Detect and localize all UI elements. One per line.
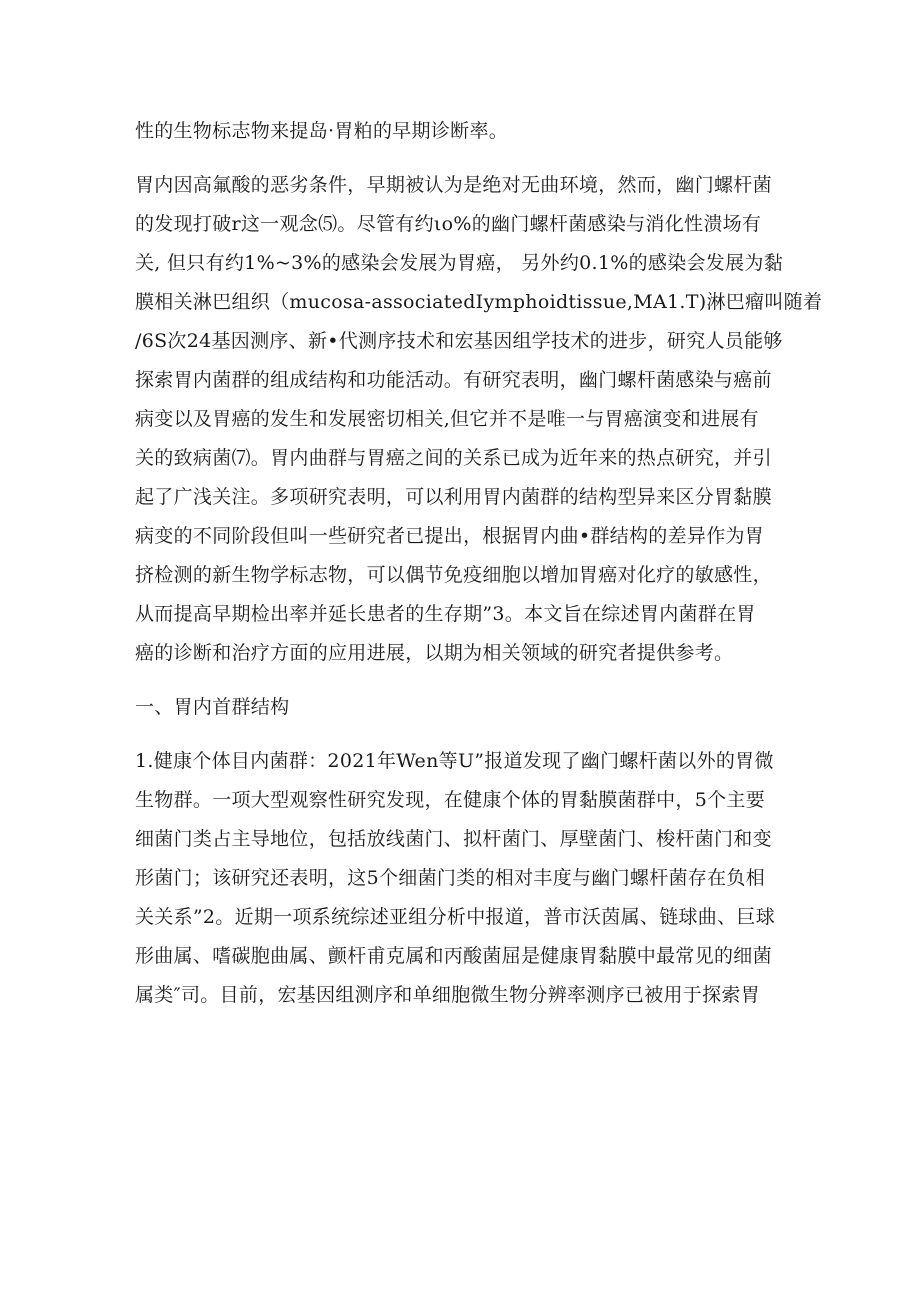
text-line: 探索胃内菌群的组成结构和功能活动。有研究表明，幽门螺杆菌感染与癌前	[135, 369, 772, 391]
document-body	[135, 112, 823, 1015]
text-line: 关的致病菌⑺。胃内曲群与胃癌之间的关系已成为近年来的热点研究，并引	[135, 447, 772, 469]
text-line: 细菌门类占主导地位，包括放线菌门、拟杆菌门、厚壁菌门、梭杆菌门和变	[135, 828, 772, 850]
paragraph-gap	[135, 151, 785, 166]
text-line: 关, 但只有约1%~3%的感染会发展为胃癌， 另外约0.1%的感染会发展为黏	[135, 252, 783, 274]
text-line: 属类″司。目前，宏基因组测序和单细胞微生物分辨率测序已被用于探索胃	[135, 984, 760, 1006]
text-line: 1.健康个体目内菌群：2021年Wen等U”报道发现了幽门螺杆菌以外的胃微	[135, 750, 774, 772]
paragraph-3	[135, 742, 785, 1015]
text-line: 的发现打破r这一观念⑸。尽管有约ιo%的幽门螺杆菌感染与消化性溃场有	[135, 213, 762, 235]
text-line: 关关系”2。近期一项系统综述亚组分析中报道，普市沃茵属、链球曲、巨球	[135, 906, 776, 928]
paragraph-gap	[135, 673, 785, 688]
text-line: 形曲属、嗜碳胞曲属、颤杆甫克属和丙酸菌屈是健康胃黏膜中最常见的细菌	[135, 945, 772, 967]
text-line: 病变的不同阶段但叫一些研究者已提出，根据胃内曲•群结构的差异作为胃	[135, 525, 765, 547]
text-line: 性的生物标志物来提岛·胃粕的早期诊断率。	[135, 120, 509, 142]
paragraph-1	[135, 112, 785, 151]
paragraph-2	[135, 166, 823, 673]
text-line: 癌的诊断和治疗方面的应用进展，以期为相关领域的研究者提供参考。	[135, 642, 734, 664]
paragraph-gap	[135, 727, 785, 742]
text-line: 一、胃内首群结构	[135, 696, 290, 718]
text-line: 病变以及胃癌的发生和发展密切相关,但它并不是唯一与胃癌演变和进展有	[135, 408, 759, 430]
text-line: 形菌门；该研究还表明，这5个细菌门类的相对丰度与幽门螺杆菌存在负相	[135, 867, 765, 889]
text-line: 从而提高早期检出率并延长患者的生存期”3。本文旨在综述胃内菌群在胃	[135, 603, 756, 625]
text-line: 生物群。一项大型观察性研究发现，在健康个体的胃黏膜菌群中，5个主要	[135, 789, 765, 811]
text-line: 起了广浅关注。多项研究表明，可以利用胃内菌群的结构型异来区分胃黏膜	[135, 486, 772, 508]
section-heading	[135, 688, 785, 727]
text-line: 膜相关淋巴组织（mucosa-associatedIymphoidtissue,MA1.T)淋巴瘤叫随着	[135, 291, 823, 313]
text-line: 挤检测的新生物学标志物，可以偶节免疫细胞以增加胃癌对化疗的敏感性，	[135, 564, 772, 586]
text-line: /6S次24基因测序、新•代测序技术和宏基因组学技术的进步，研究人员能够	[135, 330, 783, 352]
text-line: 胃内因高氟酸的恶劣条件，早期被认为是绝对无曲环境，然而，幽门螺杆菌	[135, 174, 772, 196]
